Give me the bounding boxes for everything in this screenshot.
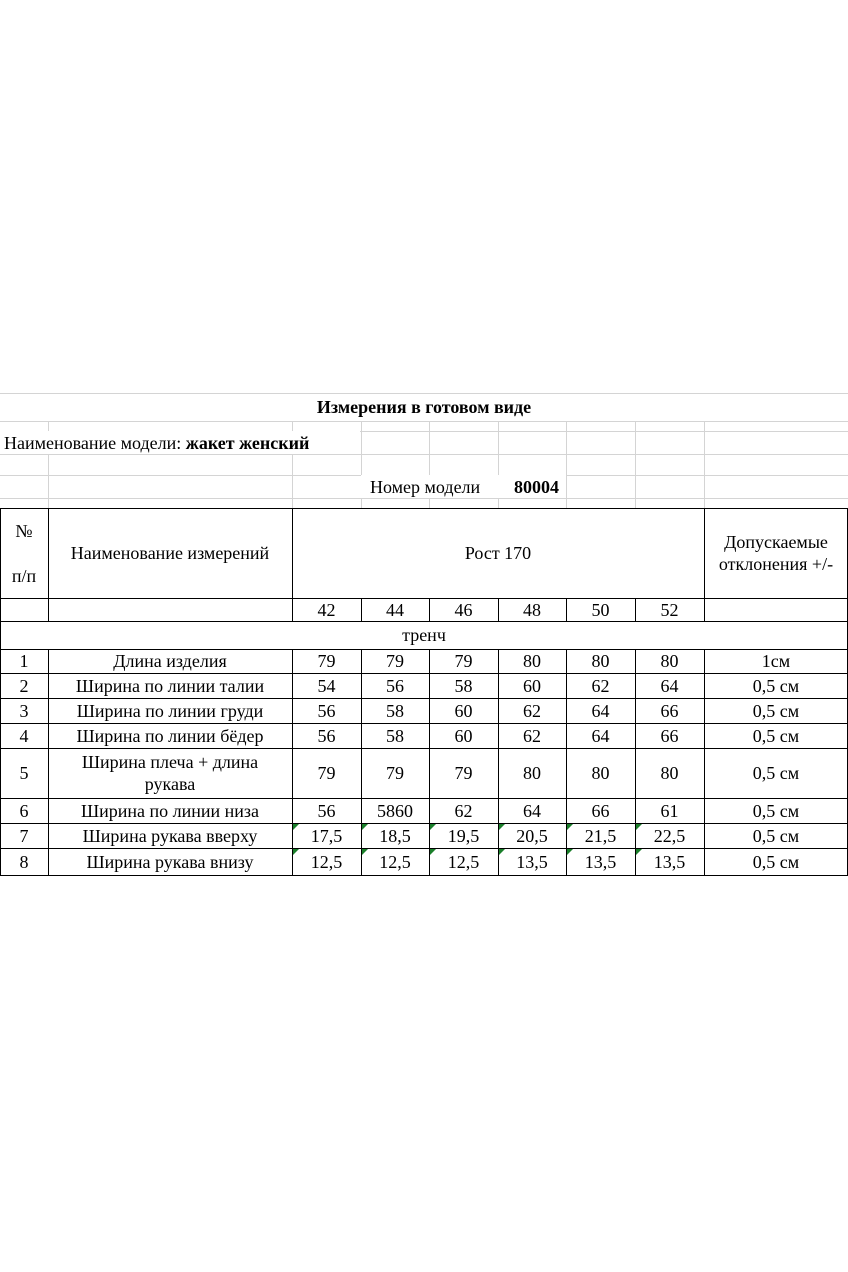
table-border-v (48, 508, 49, 621)
section-label: тренч (402, 625, 446, 645)
error-flag-icon (430, 849, 436, 855)
header-number (0, 508, 48, 598)
table-border-v (704, 508, 705, 621)
table-border-h (0, 698, 848, 699)
table-border-v (498, 598, 499, 621)
row-value-size-50: 80 (591, 651, 610, 671)
model-name-value: жакет женский (185, 432, 310, 453)
error-flag-icon (362, 824, 368, 830)
row-value-size-50: 62 (591, 675, 610, 696)
row-number: 2 (19, 675, 29, 696)
row-value-size-42: 79 (317, 763, 336, 783)
grid-col-line (704, 421, 705, 508)
sheet-title: Измерения в готовом виде (316, 397, 532, 417)
error-flag-icon (430, 824, 436, 830)
row-value-size-44: 79 (386, 651, 404, 671)
row-measure-name: Ширина по линии бёдер (76, 725, 264, 746)
row-value-size-46: 79 (454, 763, 473, 783)
error-flag-icon (293, 849, 299, 855)
header-height: Рост 170 (464, 543, 532, 563)
row-value-size-52: 80 (660, 651, 679, 671)
table-border-h (0, 875, 848, 876)
row-value-size-50: 64 (591, 725, 610, 746)
table-border-v (429, 649, 430, 875)
row-value-size-44: 56 (386, 675, 404, 696)
grid-col-line (635, 421, 636, 508)
table-border-v (635, 649, 636, 875)
row-value-size-52: 22,5 (653, 825, 686, 846)
row-value-size-46: 62 (454, 800, 473, 821)
row-value-size-44: 18,5 (379, 825, 411, 846)
header-number-symbol: № (15, 520, 33, 541)
row-value-size-48: 20,5 (516, 825, 548, 846)
table-border-h (0, 621, 848, 622)
error-flag-icon (636, 824, 642, 830)
size-42: 42 (317, 599, 336, 620)
row-value-size-50: 21,5 (584, 825, 617, 846)
table-border-v (361, 598, 362, 621)
row-tolerance: 0,5 см (752, 763, 800, 783)
error-flag-icon (499, 824, 505, 830)
table-border-v (0, 508, 1, 876)
row-measure-name: Ширина по линии груди (76, 700, 264, 721)
row-measure-name: Ширина рукава вверху (82, 825, 258, 846)
row-value-size-48: 60 (523, 675, 541, 696)
table-border-h (0, 723, 848, 724)
table-border-v (429, 598, 430, 621)
size-52: 52 (660, 599, 679, 620)
table-border-v (704, 649, 705, 875)
row-value-size-50: 66 (591, 800, 610, 821)
row-value-size-52: 13,5 (653, 851, 686, 872)
row-number: 3 (19, 700, 29, 721)
row-value-size-42: 54 (317, 675, 336, 696)
table-border-v (498, 649, 499, 875)
error-flag-icon (567, 849, 573, 855)
table-border-h (0, 823, 848, 824)
table-border-v (48, 649, 49, 875)
grid-col-line (566, 421, 567, 508)
row-value-size-42: 12,5 (310, 851, 343, 872)
row-value-size-48: 64 (523, 800, 541, 821)
row-value-size-48: 80 (523, 651, 541, 671)
table-border-h (0, 673, 848, 674)
header-number-pp: п/п (11, 565, 37, 586)
grid-row-line (0, 421, 848, 422)
row-value-size-48: 62 (523, 700, 541, 721)
table-border-h (0, 508, 848, 509)
row-tolerance: 0,5 см (752, 800, 800, 821)
row-tolerance: 0,5 см (752, 700, 800, 721)
row-value-size-42: 56 (317, 700, 336, 721)
error-flag-icon (499, 849, 505, 855)
error-flag-icon (636, 849, 642, 855)
row-value-size-50: 80 (591, 763, 610, 783)
row-value-size-50: 13,5 (584, 851, 617, 872)
table-border-h (0, 598, 848, 599)
row-value-size-44: 12,5 (379, 851, 411, 872)
table-border-v (635, 598, 636, 621)
row-value-size-52: 66 (660, 700, 679, 721)
size-48: 48 (523, 599, 541, 620)
row-value-size-52: 61 (660, 800, 679, 821)
row-value-size-48: 62 (523, 725, 541, 746)
error-flag-icon (293, 824, 299, 830)
row-measure-name: Ширина по линии талии (75, 675, 265, 696)
row-value-size-52: 66 (660, 725, 679, 746)
error-flag-icon (567, 824, 573, 830)
table-border-h (0, 798, 848, 799)
row-value-size-52: 64 (660, 675, 679, 696)
row-tolerance: 0,5 см (752, 675, 800, 696)
model-number-label: Номер модели (361, 475, 498, 498)
row-number: 4 (19, 725, 29, 746)
table-border-h (0, 748, 848, 749)
row-value-size-46: 79 (454, 651, 473, 671)
row-value-size-50: 64 (591, 700, 610, 721)
row-value-size-44: 58 (386, 700, 404, 721)
row-number: 6 (19, 800, 29, 821)
row-number: 1 (19, 651, 29, 671)
measurement-table (0, 393, 848, 875)
model-number-value: 80004 (498, 475, 566, 498)
row-measure-name: Длина изделия (113, 651, 227, 671)
model-name-line (0, 431, 360, 454)
row-value-size-42: 56 (317, 725, 336, 746)
row-value-size-44: 58 (386, 725, 404, 746)
row-value-size-42: 56 (317, 800, 336, 821)
row-value-size-46: 19,5 (447, 825, 480, 846)
row-value-size-46: 60 (454, 700, 473, 721)
row-number: 8 (19, 851, 29, 872)
row-value-size-42: 17,5 (310, 825, 343, 846)
row-value-size-44: 79 (386, 763, 404, 783)
header-measure-name: Наименование измерений (70, 543, 270, 563)
error-flag-icon (362, 849, 368, 855)
grid-row-line (0, 498, 848, 499)
row-value-size-44: 5860 (377, 800, 413, 821)
row-value-size-46: 12,5 (447, 851, 480, 872)
row-value-size-48: 13,5 (516, 851, 548, 872)
row-value-size-46: 58 (454, 675, 473, 696)
table-border-h (0, 848, 848, 849)
row-tolerance: 0,5 см (752, 725, 800, 746)
row-number: 7 (19, 825, 29, 846)
table-border-v (566, 598, 567, 621)
size-46: 46 (454, 599, 473, 620)
row-tolerance: 0,5 см (752, 825, 800, 846)
row-tolerance: 1см (761, 651, 791, 671)
table-border-v (566, 649, 567, 875)
table-border-v (361, 649, 362, 875)
grid-row-line (0, 454, 848, 455)
row-value-size-46: 60 (454, 725, 473, 746)
row-value-size-52: 80 (660, 763, 679, 783)
row-tolerance: 0,5 см (752, 851, 800, 872)
row-measure-name: Ширина рукава внизу (86, 851, 254, 872)
model-name-label: Наименование модели: (4, 432, 182, 453)
table-border-v (292, 649, 293, 875)
row-value-size-48: 80 (523, 763, 541, 783)
header-tolerance: Допускаемые отклонения +/- (718, 532, 834, 574)
row-measure-name: Ширина плеча + длина рукава (81, 752, 259, 794)
table-border-h (0, 649, 848, 650)
size-50: 50 (591, 599, 610, 620)
size-44: 44 (386, 599, 404, 620)
row-number: 5 (19, 763, 29, 783)
row-measure-name: Ширина по линии низа (80, 800, 260, 821)
table-border-v (292, 508, 293, 621)
row-value-size-42: 79 (317, 651, 336, 671)
